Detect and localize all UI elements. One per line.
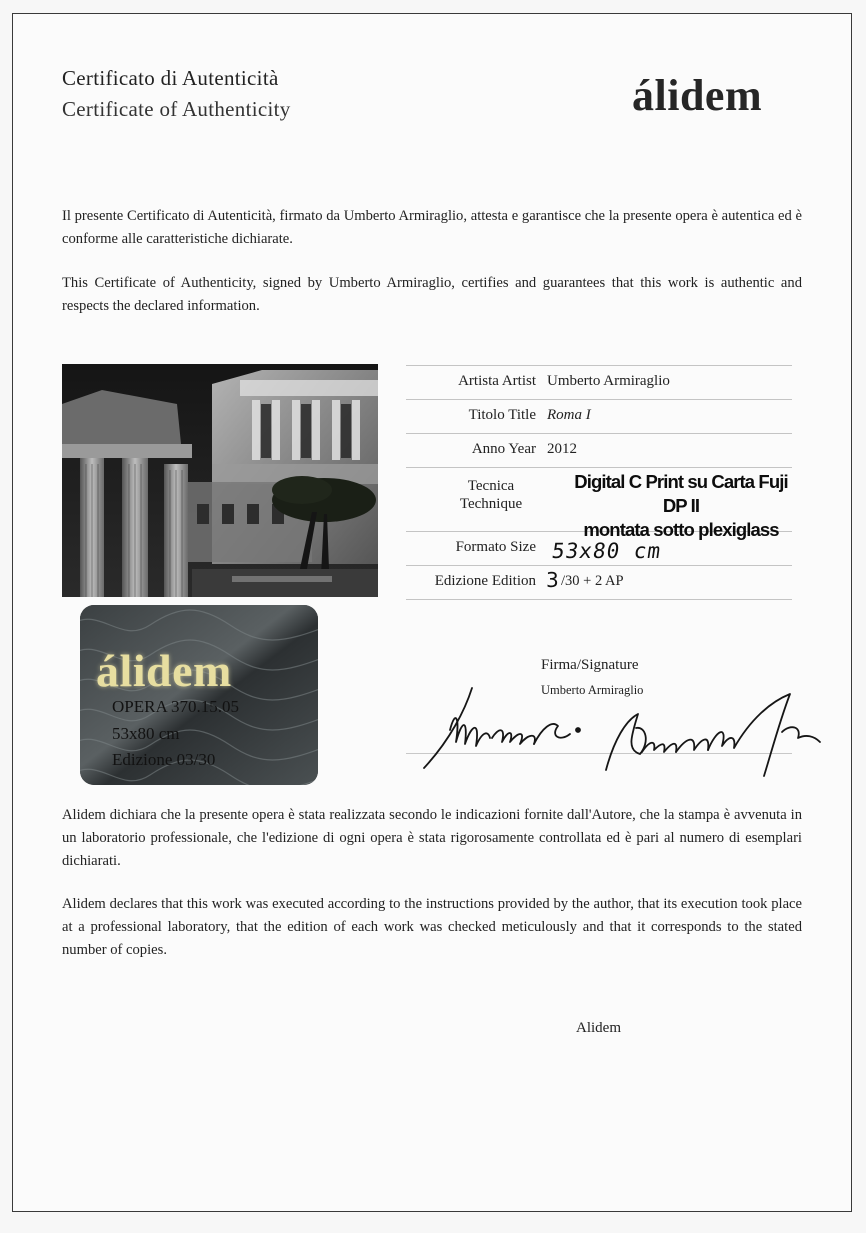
hologram-opera-code: OPERA 370.15.05 [112,697,240,716]
year-label: Anno Year [471,441,536,457]
table-rule [406,365,792,366]
year-value: 2012 [547,441,577,457]
table-rule [406,433,792,434]
title-italian: Certificato di Autenticità [62,66,279,90]
artist-label: Artista Artist [458,373,536,389]
hologram-logo: álidem [96,645,232,696]
declaration-english: Alidem declares that this work was executed according to the instructions provided by the author, that its execution took place at a professional laboratory, that the edition of each work was checked meticulously and that it corresponds to the stated number of copies. [62,896,802,958]
alidem-logo: álidem [632,71,763,120]
title-value: Roma I [547,407,591,423]
technique-stamp [566,470,796,542]
title-english: Certificate of Authenticity [62,97,291,121]
intro-italian: Il presente Certificato di Autenticità, firmato da Umberto Armiraglio, attesta e garantisce che la presente opera è autentica ed è conforme alle caratteristiche dichiarate. [62,208,802,247]
technique-label-en: Technique [459,496,523,512]
size-handwritten: 53x80 cm [550,539,663,563]
edition-number-handwritten: 3 [546,568,559,592]
closing-signoff: Alidem [576,1020,621,1036]
hologram-edition: Edizione 03/30 [112,750,216,769]
title-label: Titolo Title [468,407,536,423]
size-label: Formato Size [455,539,536,555]
signature-heading: Firma/Signature [541,657,639,673]
table-rule [406,467,792,468]
hologram-size: 53x80 cm [112,724,180,743]
edition-label: Edizione Edition [434,573,536,589]
technique-line-2: montata sotto plexiglass [583,519,779,540]
declaration-italian: Alidem dichiara che la presente opera è stata realizzata secondo le indicazioni fornite dall'Autore, che la stampa è avvenuta in un laboratorio professionale, che l'edizione di ogni opera è stata rigorosamente controllata ed è pari al numero di esemplari dichiarati. [62,807,802,869]
edition-total: /30 + 2 AP [561,573,624,589]
technique-line-1: Digital C Print su Carta Fuji DP II [574,471,788,516]
artwork-photo [62,364,378,597]
artist-value: Umberto Armiraglio [547,373,670,389]
table-rule [406,565,792,566]
signature-printed-name: Umberto Armiraglio [541,683,644,697]
table-rule [406,599,792,600]
technique-label-it: Tecnica [467,478,515,494]
intro-english: This Certificate of Authenticity, signed by Umberto Armiraglio, certifies and guarantees that this work is authentic and respects the declared information. [62,275,802,314]
table-rule [406,399,792,400]
handwritten-signature [410,680,830,780]
